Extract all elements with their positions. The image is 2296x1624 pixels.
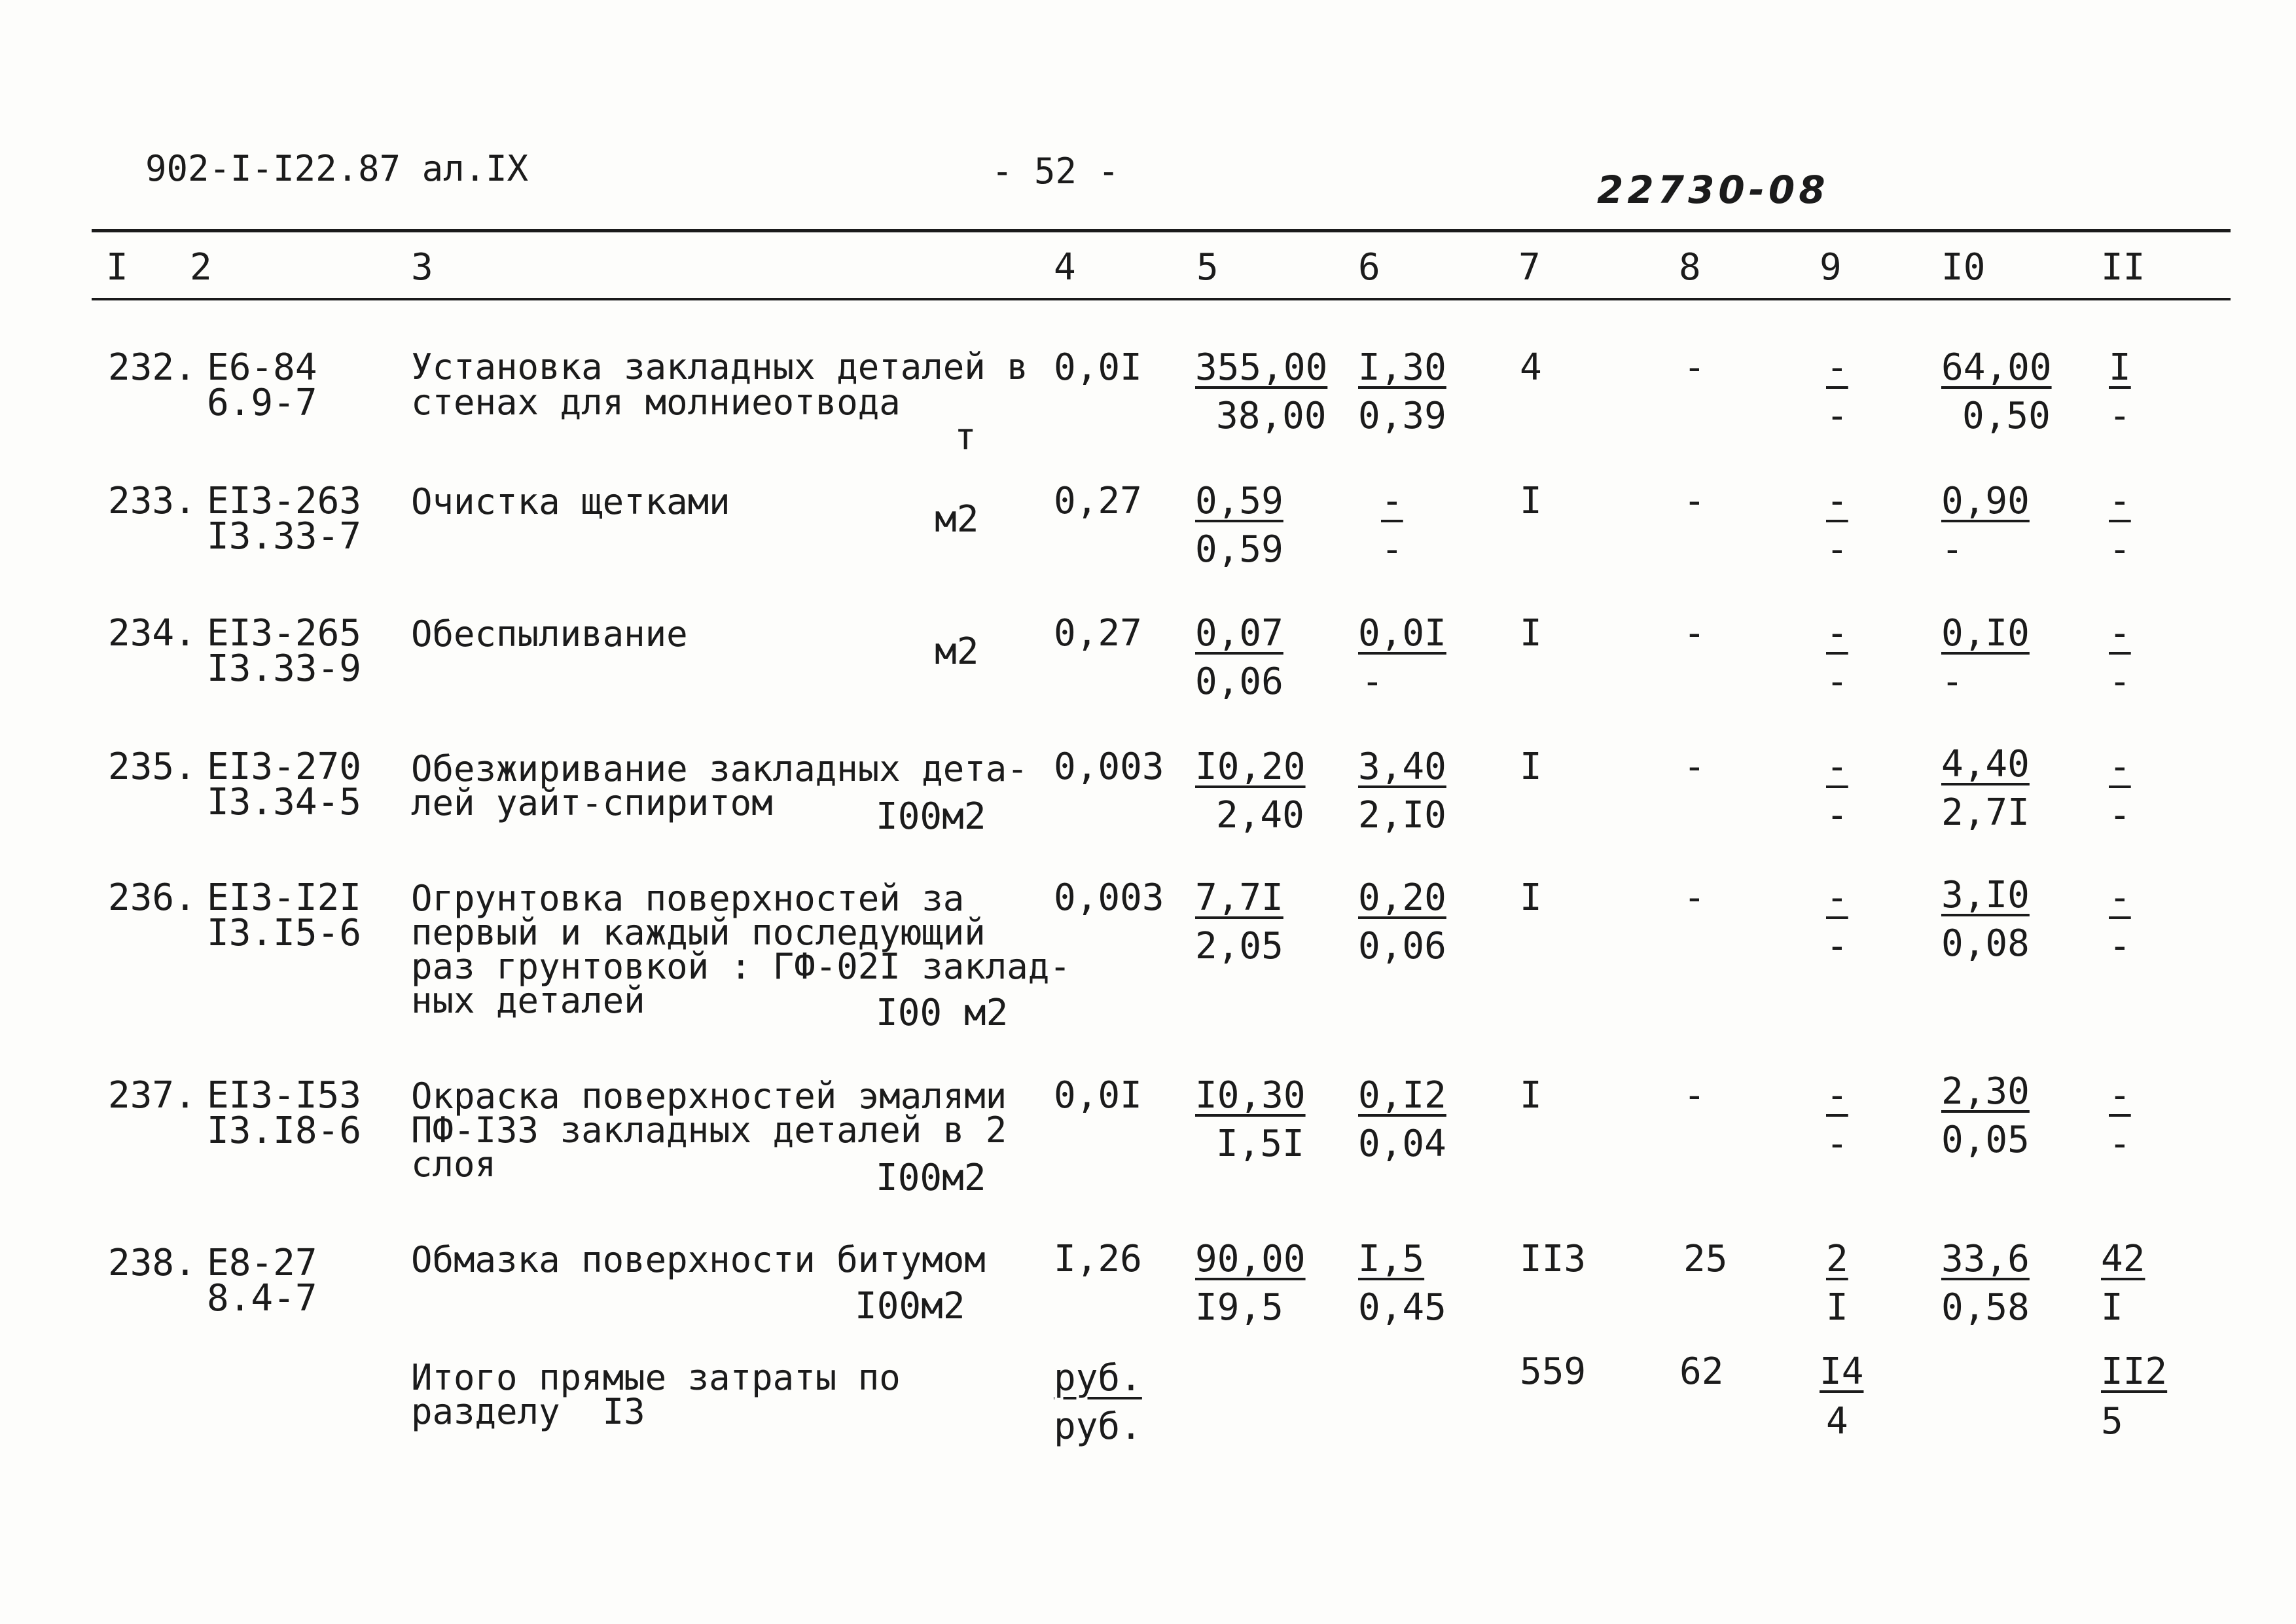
unit-cost-total: I0,20 — [1195, 746, 1306, 788]
col10-bottom: 2,7I — [1941, 791, 2030, 834]
total-col11-bottom: 5 — [2101, 1400, 2123, 1443]
col8-value: - — [1683, 346, 1706, 389]
col10-bottom: - — [1941, 660, 1964, 703]
row-number: 238. — [108, 1242, 196, 1284]
norm-subcode: I3.33-7 — [207, 515, 362, 558]
work-description-line: первый и каждый последующий — [411, 912, 986, 953]
norm-code: EI3-I2I — [207, 876, 362, 919]
unit-cost-wages: 38,00 — [1216, 395, 1327, 437]
top-rule — [92, 229, 2231, 232]
col8-value: 25 — [1683, 1238, 1728, 1280]
unit: I00 м2 — [876, 992, 1009, 1034]
quantity: 0,27 — [1054, 480, 1142, 522]
total-label-line: Итого прямые затраты по — [411, 1357, 901, 1398]
handwritten-doc-number: 22730-08 — [1597, 168, 1829, 212]
norm-code: EI3-263 — [207, 480, 362, 522]
col10-top: 3,I0 — [1941, 874, 2030, 916]
col10-top: 0,90 — [1941, 480, 2030, 522]
norm-code: E6-84 — [207, 346, 317, 389]
row-number: 234. — [108, 612, 196, 655]
col9-bottom: - — [1826, 395, 1848, 437]
col11-bottom: I — [2101, 1286, 2123, 1329]
norm-code: EI3-265 — [207, 612, 362, 655]
row-number: 233. — [108, 480, 196, 522]
col9-top: - — [1826, 612, 1848, 655]
unit: м2 — [935, 498, 979, 541]
col9-bottom: I — [1826, 1286, 1848, 1329]
row-number: 236. — [108, 876, 196, 919]
col10-top: 64,00 — [1941, 346, 2052, 389]
unit-cost-wages: 2,05 — [1195, 925, 1283, 967]
machine-wages: 0,04 — [1358, 1123, 1446, 1165]
col10-top: 4,40 — [1941, 743, 2030, 785]
col11-top: - — [2109, 480, 2131, 522]
row-number: 232. — [108, 346, 196, 389]
col9-bottom: - — [1826, 528, 1848, 571]
header-bottom-rule — [92, 298, 2231, 300]
col7-value: 4 — [1520, 346, 1542, 389]
work-description-line: Обмазка поверхности битумом — [411, 1239, 986, 1280]
machine-wages: 0,45 — [1358, 1286, 1446, 1329]
col7-value: I — [1520, 1074, 1542, 1117]
col11-top: - — [2109, 746, 2131, 788]
norm-subcode: I3.33-9 — [207, 647, 362, 690]
quantity: I,26 — [1054, 1238, 1142, 1280]
col10-bottom: 0,58 — [1941, 1286, 2030, 1329]
col7-value: I — [1520, 876, 1542, 919]
col8-value: - — [1683, 612, 1706, 655]
col11-top: - — [2109, 612, 2131, 655]
col10-top: 33,6 — [1941, 1238, 2030, 1280]
unit-cost-total: I0,30 — [1195, 1074, 1306, 1117]
machine-cost: 0,I2 — [1358, 1074, 1446, 1117]
col9-bottom: - — [1826, 794, 1848, 837]
unit-cost-wages: I,5I — [1216, 1123, 1304, 1165]
unit-cost-total: 7,7I — [1195, 876, 1283, 919]
machine-cost: - — [1381, 480, 1403, 522]
unit: м2 — [935, 630, 979, 673]
unit: т — [954, 416, 977, 458]
col9-top: - — [1826, 876, 1848, 919]
unit: I00м2 — [855, 1285, 965, 1327]
column-header-5: 5 — [1196, 246, 1219, 289]
work-description-line: лей уайт-спиритом — [411, 782, 773, 823]
col9-top: - — [1826, 1074, 1848, 1117]
norm-subcode: I3.I8-6 — [207, 1110, 362, 1152]
col9-top: 2 — [1826, 1238, 1848, 1280]
currency-unit: руб. — [1054, 1405, 1142, 1448]
unit-cost-total: 90,00 — [1195, 1238, 1306, 1280]
unit-cost-wages: I9,5 — [1195, 1286, 1283, 1329]
currency-unit: руб. — [1054, 1357, 1142, 1399]
col10-bottom: - — [1941, 528, 1964, 571]
col8-value: - — [1683, 1074, 1706, 1117]
column-header-7: 7 — [1518, 246, 1541, 289]
col11-bottom: - — [2109, 395, 2131, 437]
total-col7: 559 — [1520, 1350, 1587, 1393]
machine-cost: I,30 — [1358, 346, 1446, 389]
machine-wages: - — [1361, 660, 1384, 703]
col11-top: I — [2109, 346, 2131, 389]
col8-value: - — [1683, 876, 1706, 919]
work-description-line: слоя — [411, 1144, 497, 1185]
column-header-8: 8 — [1679, 246, 1701, 289]
col7-value: I — [1520, 746, 1542, 788]
machine-wages: - — [1381, 528, 1403, 571]
col9-top: - — [1826, 746, 1848, 788]
total-col8: 62 — [1679, 1350, 1724, 1393]
col11-top: 42 — [2101, 1238, 2145, 1280]
total-label-line: разделу I3 — [411, 1391, 645, 1432]
norm-code: EI3-270 — [207, 746, 362, 788]
work-description-line: ных деталей — [411, 980, 645, 1021]
col7-value: I — [1520, 612, 1542, 655]
machine-cost: I,5 — [1358, 1238, 1425, 1280]
norm-subcode: 6.9-7 — [207, 382, 317, 424]
col8-value: - — [1683, 746, 1706, 788]
quantity: 0,0I — [1054, 346, 1142, 389]
work-description-line: стенах для молниеотвода — [411, 382, 901, 423]
machine-wages: 0,06 — [1358, 925, 1446, 967]
column-header-10: I0 — [1941, 246, 1986, 289]
col10-top: 0,I0 — [1941, 612, 2030, 655]
col7-value: I — [1520, 480, 1542, 522]
col7-value: II3 — [1520, 1238, 1587, 1280]
column-header-9: 9 — [1820, 246, 1842, 289]
column-header-11: II — [2101, 246, 2145, 289]
work-description-line: ПФ-I33 закладных деталей в 2 — [411, 1110, 1007, 1151]
col10-bottom: 0,50 — [1962, 395, 2051, 437]
unit-cost-total: 355,00 — [1195, 346, 1328, 389]
unit: I00м2 — [876, 795, 986, 838]
quantity: 0,003 — [1054, 746, 1164, 788]
column-header-3: 3 — [411, 246, 433, 289]
column-header-6: 6 — [1358, 246, 1380, 289]
unit-cost-wages: 0,59 — [1195, 528, 1283, 571]
row-number: 237. — [108, 1074, 196, 1117]
column-header-1: I — [106, 246, 128, 289]
row-number: 235. — [108, 746, 196, 788]
unit-cost-wages: 0,06 — [1195, 660, 1283, 703]
total-col11-top: II2 — [2101, 1350, 2168, 1393]
col10-bottom: 0,08 — [1941, 922, 2030, 965]
col11-bottom: - — [2109, 528, 2131, 571]
work-description-line: Очистка щетками — [411, 481, 730, 522]
column-header-2: 2 — [190, 246, 212, 289]
machine-cost: 0,20 — [1358, 876, 1446, 919]
page-number: - 52 - — [992, 151, 1120, 192]
quantity: 0,003 — [1054, 876, 1164, 919]
col11-top: - — [2109, 1074, 2131, 1117]
work-description-line: Окраска поверхностей эмалями — [411, 1075, 1007, 1117]
col9-bottom: - — [1826, 1123, 1848, 1165]
work-description-line: раз грунтовкой : ГФ-02I заклад- — [411, 946, 1071, 987]
work-description-line: Обеспыливание — [411, 613, 688, 655]
col11-bottom: - — [2109, 660, 2131, 703]
unit: I00м2 — [876, 1157, 986, 1199]
machine-wages: 0,39 — [1358, 395, 1446, 437]
work-description-line: Огрунтовка поверхностей за — [411, 878, 965, 919]
work-description-line: Установка закладных деталей в — [411, 346, 1028, 388]
total-col9-bottom: 4 — [1826, 1400, 1848, 1443]
norm-code: E8-27 — [207, 1242, 317, 1284]
machine-cost: 0,0I — [1358, 612, 1446, 655]
col9-bottom: - — [1826, 660, 1848, 703]
col9-top: - — [1826, 346, 1848, 389]
work-description-line: Обезжиривание закладных дета- — [411, 748, 1028, 789]
quantity: 0,0I — [1054, 1074, 1142, 1117]
col11-bottom: - — [2109, 1123, 2131, 1165]
machine-cost: 3,40 — [1358, 746, 1446, 788]
norm-subcode: 8.4-7 — [207, 1277, 317, 1320]
col11-top: - — [2109, 876, 2131, 919]
norm-subcode: I3.34-5 — [207, 781, 362, 823]
col9-bottom: - — [1826, 925, 1848, 967]
unit-cost-wages: 2,40 — [1216, 794, 1304, 837]
machine-wages: 2,I0 — [1358, 794, 1446, 837]
document-code: 902-I-I22.87 ал.IX — [145, 148, 529, 189]
col11-bottom: - — [2109, 925, 2131, 967]
total-col9-top: I4 — [1820, 1350, 1864, 1393]
norm-subcode: I3.I5-6 — [207, 912, 362, 954]
norm-code: EI3-I53 — [207, 1074, 362, 1117]
col11-bottom: - — [2109, 794, 2131, 837]
unit-cost-total: 0,59 — [1195, 480, 1283, 522]
col8-value: - — [1683, 480, 1706, 522]
unit-cost-total: 0,07 — [1195, 612, 1283, 655]
col10-bottom: 0,05 — [1941, 1119, 2030, 1161]
col9-top: - — [1826, 480, 1848, 522]
col10-top: 2,30 — [1941, 1070, 2030, 1113]
quantity: 0,27 — [1054, 612, 1142, 655]
column-header-4: 4 — [1054, 246, 1076, 289]
